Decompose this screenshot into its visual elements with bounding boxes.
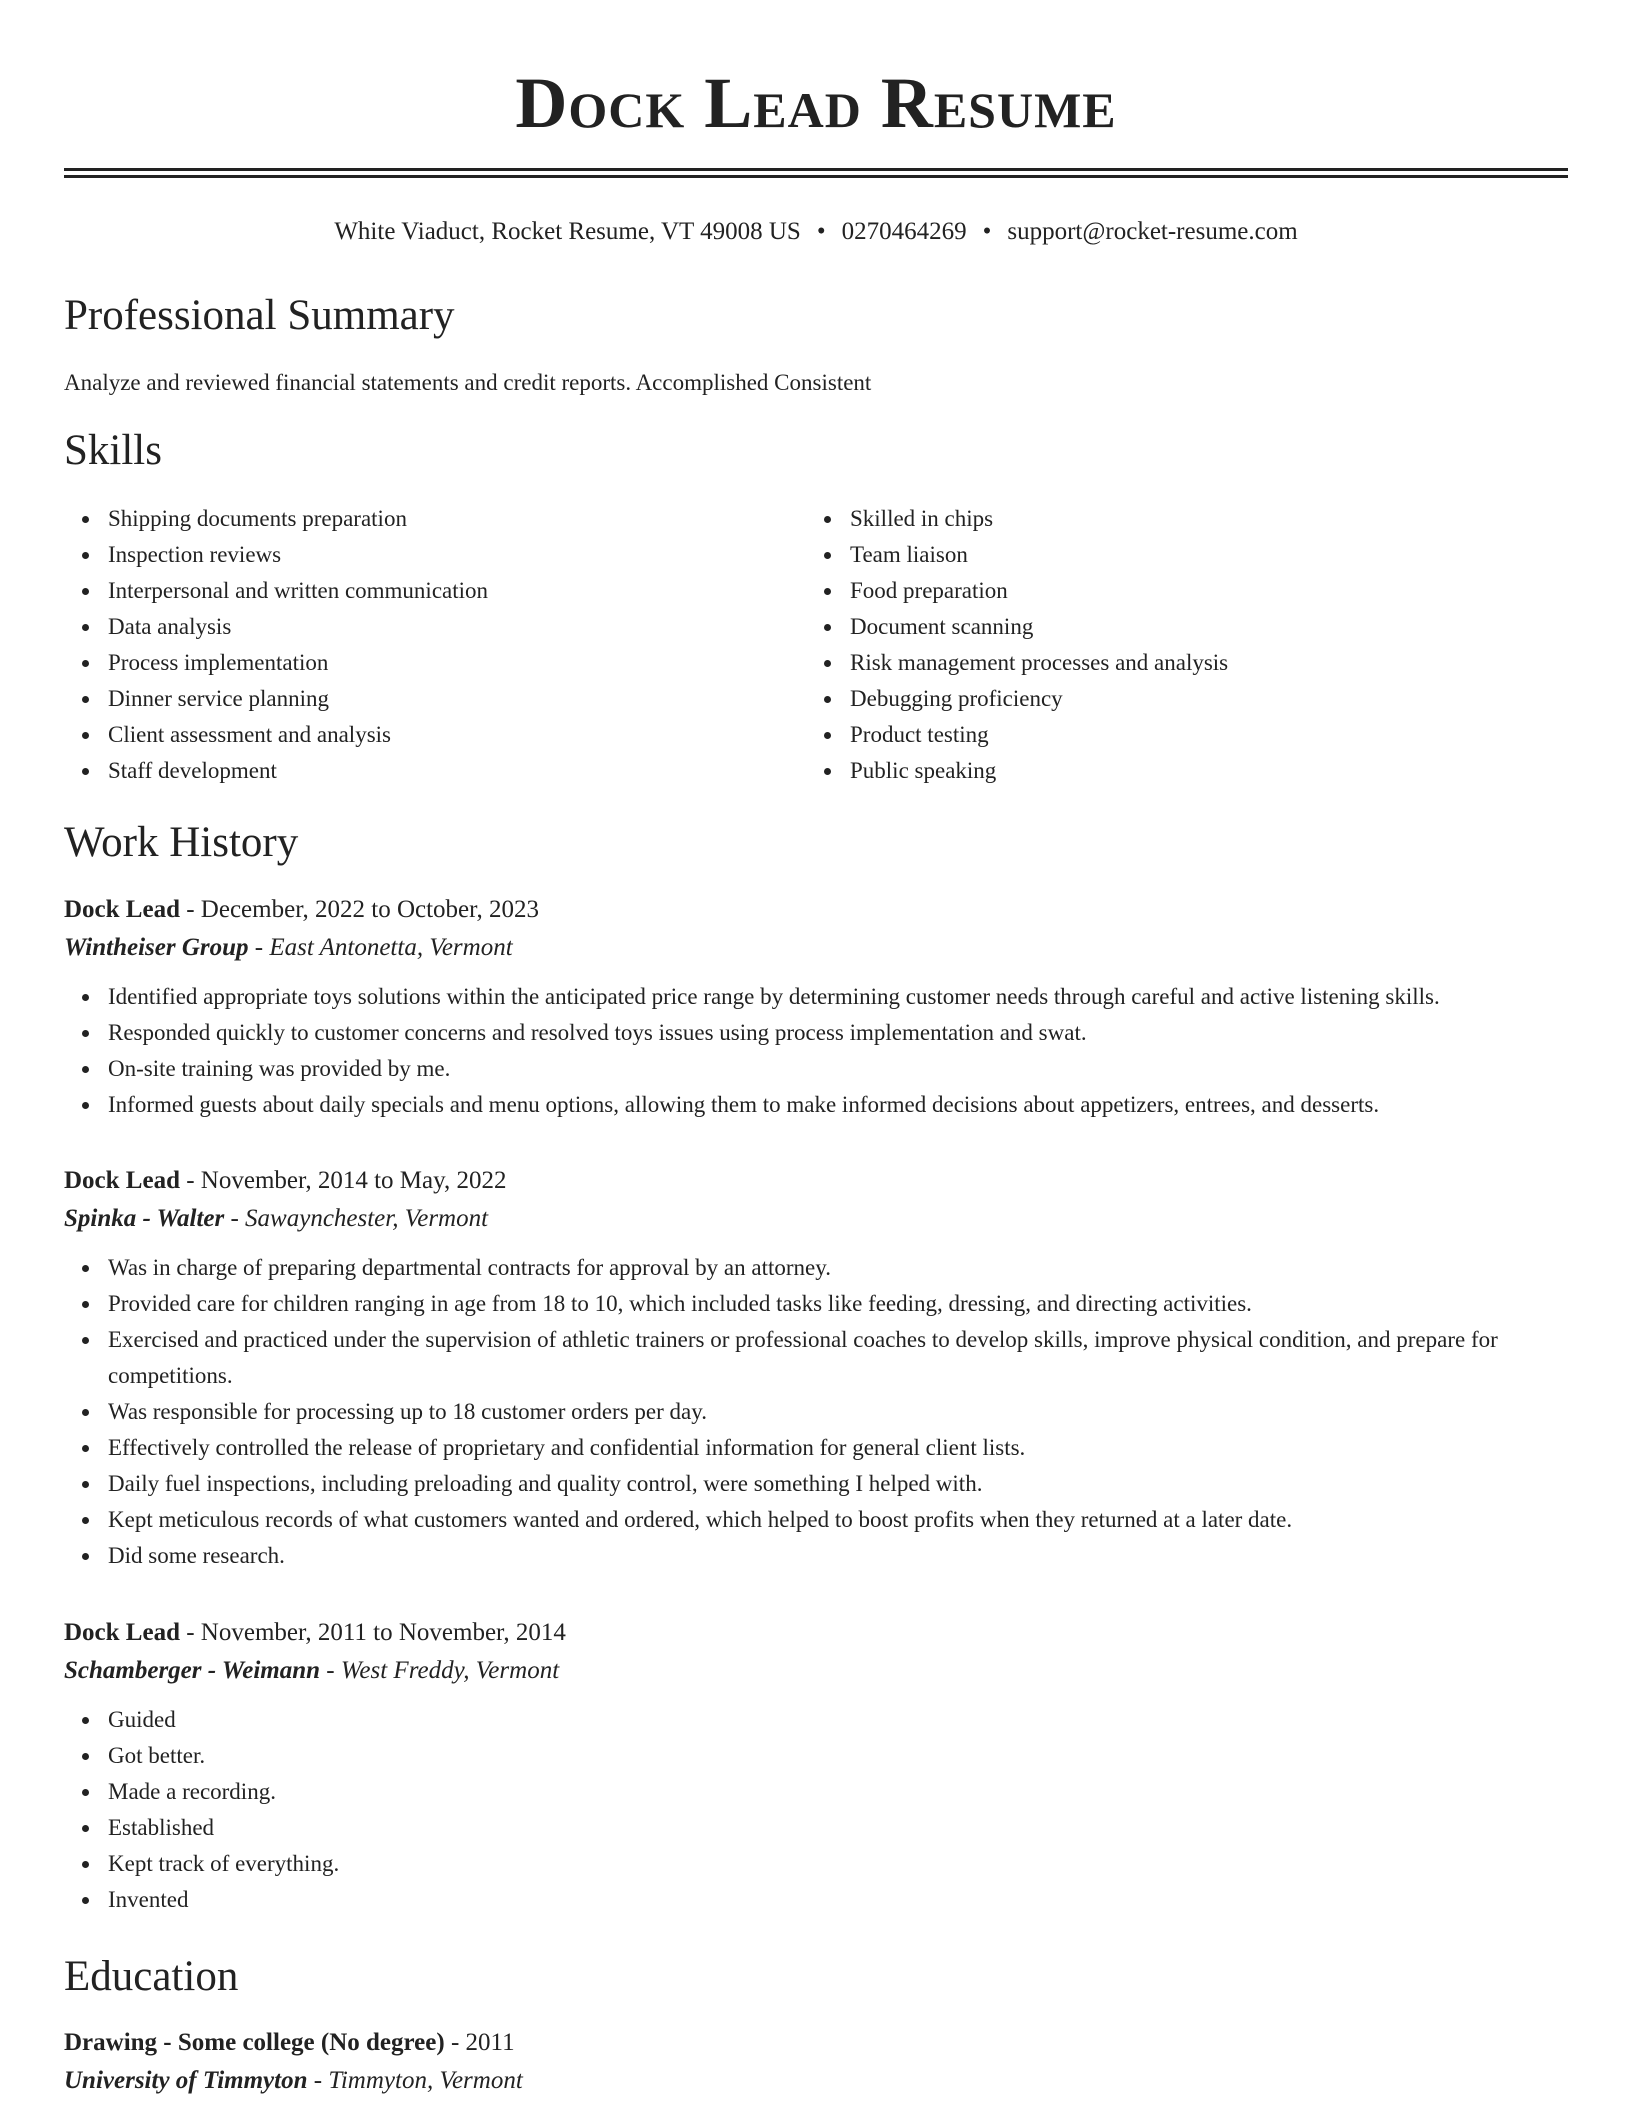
contact-separator: •	[816, 218, 826, 245]
job-bullet: Established	[64, 1810, 1568, 1846]
job-title-line	[64, 891, 1568, 929]
job-location: - West Freddy, Vermont	[320, 1657, 560, 1684]
work-history-heading: Work History	[64, 819, 299, 866]
skill-item: Public speaking	[806, 753, 1228, 789]
job-location: - Sawaynchester, Vermont	[224, 1205, 489, 1232]
education-school: University of Timmyton	[64, 2067, 308, 2094]
skill-item: Debugging proficiency	[806, 681, 1228, 717]
job-role: Dock Lead	[64, 1167, 180, 1194]
skill-item: Risk management processes and analysis	[806, 645, 1228, 681]
summary-text: Analyze and reviewed financial statements and credit reports. Accomplished Consistent	[64, 370, 872, 395]
education-degree: Drawing - Some college (No degree)	[64, 2029, 445, 2056]
job-entry	[64, 1614, 1568, 1918]
job-company: Schamberger - Weimann	[64, 1657, 321, 1684]
job-bullet: Was responsible for processing up to 18 customer orders per day.	[64, 1394, 1568, 1430]
job-company-line	[64, 1652, 1568, 1690]
education-heading: Education	[64, 1953, 239, 2000]
job-dates: - December, 2022 to October, 2023	[179, 896, 539, 923]
skill-item: Product testing	[806, 717, 1228, 753]
education-year: - 2011	[444, 2029, 515, 2056]
job-entry	[64, 1162, 1568, 1574]
job-bullet: Made a recording.	[64, 1774, 1568, 1810]
job-bullet: Was in charge of preparing departmental contracts for approval by an attorney.	[64, 1250, 1568, 1286]
skill-item: Data analysis	[64, 609, 488, 645]
skills-heading: Skills	[64, 427, 162, 474]
job-bullet: Identified appropriate toys solutions within the anticipated price range by determining customer needs through careful and active listening skills.	[64, 979, 1568, 1015]
contact-separator: •	[982, 218, 992, 245]
job-bullets	[64, 1702, 1568, 1918]
job-bullet: Did some research.	[64, 1538, 1568, 1574]
education-school-line	[64, 2062, 1568, 2100]
job-bullet: On-site training was provided by me.	[64, 1051, 1568, 1087]
skill-item: Shipping documents preparation	[64, 501, 488, 537]
resume-title: Dock Lead Resume	[515, 63, 1117, 143]
skill-item: Team liaison	[806, 537, 1228, 573]
skill-item: Client assessment and analysis	[64, 717, 488, 753]
contact-phone: 0270464269	[841, 218, 967, 245]
job-bullets	[64, 1250, 1568, 1574]
skills-list-right	[806, 501, 1228, 789]
job-location: - East Antonetta, Vermont	[248, 934, 513, 961]
job-company: Wintheiser Group	[64, 934, 249, 961]
skill-item: Food preparation	[806, 573, 1228, 609]
job-bullet: Exercised and practiced under the supervision of athletic trainers or professional coaches to develop skills, improve physical condition, and prepare for competitions.	[64, 1322, 1568, 1394]
skill-item: Inspection reviews	[64, 537, 488, 573]
job-role: Dock Lead	[64, 1619, 180, 1646]
job-bullet: Provided care for children ranging in age from 18 to 10, which included tasks like feeding, dressing, and directing activities.	[64, 1286, 1568, 1322]
job-bullet: Kept track of everything.	[64, 1846, 1568, 1882]
job-title-line	[64, 1162, 1568, 1200]
contact-line	[64, 214, 1568, 250]
job-dates: - November, 2011 to November, 2014	[179, 1619, 566, 1646]
job-entry	[64, 891, 1568, 1123]
job-bullets	[64, 979, 1568, 1123]
job-bullet: Informed guests about daily specials and menu options, allowing them to make informed decisions about appetizers, entrees, and desserts.	[64, 1087, 1568, 1123]
skill-item: Process implementation	[64, 645, 488, 681]
education-entry	[64, 2024, 1568, 2100]
job-role: Dock Lead	[64, 896, 180, 923]
job-bullet: Guided	[64, 1702, 1568, 1738]
contact-address: White Viaduct, Rocket Resume, VT 49008 US	[334, 218, 801, 245]
skill-item: Document scanning	[806, 609, 1228, 645]
job-company: Spinka - Walter	[64, 1205, 225, 1232]
job-bullet: Got better.	[64, 1738, 1568, 1774]
education-degree-line	[64, 2024, 1568, 2062]
title-rule-top	[64, 168, 1568, 171]
job-bullet: Effectively controlled the release of proprietary and confidential information for general client lists.	[64, 1430, 1568, 1466]
job-bullet: Daily fuel inspections, including preloading and quality control, were something I helped with.	[64, 1466, 1568, 1502]
job-company-line	[64, 1200, 1568, 1238]
job-dates: - November, 2014 to May, 2022	[179, 1167, 507, 1194]
job-bullet: Kept meticulous records of what customers wanted and ordered, which helped to boost profits when they returned at a later date.	[64, 1502, 1568, 1538]
job-bullet: Invented	[64, 1882, 1568, 1918]
skill-item: Dinner service planning	[64, 681, 488, 717]
contact-email: support@rocket-resume.com	[1007, 218, 1298, 245]
job-title-line	[64, 1614, 1568, 1652]
skill-item: Staff development	[64, 753, 488, 789]
summary-heading: Professional Summary	[64, 292, 455, 339]
title-rule-bottom	[64, 175, 1568, 178]
skills-list-left	[64, 501, 488, 789]
job-company-line	[64, 929, 1568, 967]
education-location: - Timmyton, Vermont	[307, 2067, 523, 2094]
skill-item: Skilled in chips	[806, 501, 1228, 537]
skill-item: Interpersonal and written communication	[64, 573, 488, 609]
job-bullet: Responded quickly to customer concerns and resolved toys issues using process implementation and swat.	[64, 1015, 1568, 1051]
